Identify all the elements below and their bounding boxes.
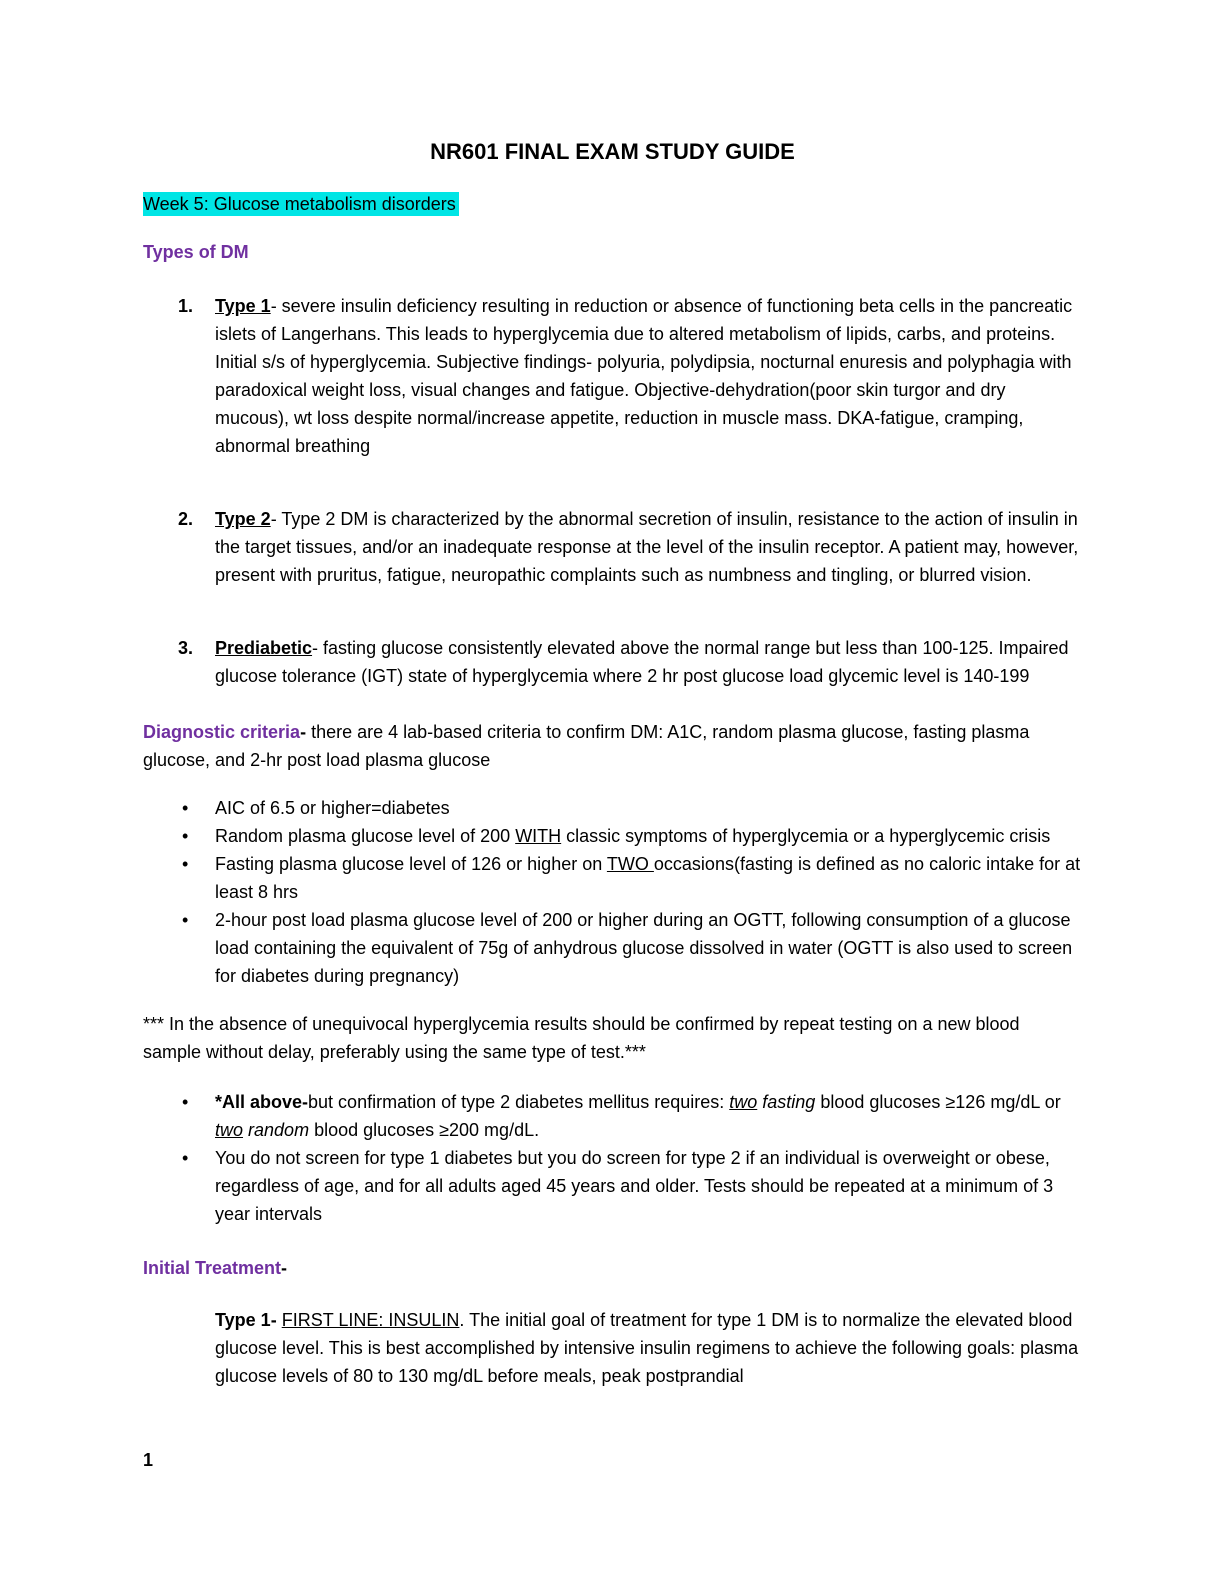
text-run: classic symptoms of hyperglycemia or a hyperglycemic crisis [561, 826, 1051, 846]
bullet-marker: • [182, 798, 189, 818]
document-title: NR601 FINAL EXAM STUDY GUIDE [430, 139, 795, 164]
week-heading-highlight: Week 5: Glucose metabolism disorders [143, 192, 459, 216]
diagnostic-criteria-dash: - [300, 722, 307, 742]
text-run: blood glucoses ≥200 mg/dL. [309, 1120, 540, 1140]
bullet-random-glucose-text [215, 822, 1082, 850]
bullet-random-glucose [182, 822, 1082, 850]
numbered-item-text [215, 634, 1082, 690]
bullet-marker: • [182, 1092, 189, 1112]
text-run: blood glucoses ≥126 mg/dL or [815, 1092, 1061, 1112]
list-number: 3. [178, 638, 194, 658]
bullet-a1c [182, 794, 1082, 822]
bullet-a1c-text: AIC of 6.5 or higher=diabetes [215, 798, 450, 818]
bullet-ogtt [182, 906, 1082, 990]
bullet-ogtt-text: 2-hour post load plasma glucose level of 200 or higher during an OGTT, following consumption of a glucose load containing the equivalent of 75g of anhydrous glucose dissolved in water (OGTT is also used to screen for diabetes during pregnancy) [215, 910, 1073, 986]
confirmation-bullet-list [143, 1088, 1082, 1228]
term-prediabetic: Prediabetic [215, 638, 313, 658]
initial-treatment-heading-text: Initial Treatment [143, 1258, 282, 1278]
text-run: . The initial goal of treatment for type 1 DM is to normalize the elevated blood glucose level. This is best accomplished by intensive insulin regimens to achieve the following goals: plasma glucose levels of 80 to 130 mg/dL before meals, peak postprandial [215, 1310, 1079, 1386]
text-run: occasions(fasting is defined as no caloric intake for at least 8 hrs [215, 854, 1081, 902]
initial-treatment-heading-dash: - [281, 1258, 288, 1278]
bullet-marker: • [182, 1148, 189, 1168]
text-run-underlined-italic: two [729, 1092, 758, 1112]
week-heading-line [143, 190, 1082, 218]
text-run-bold: *All above- [215, 1092, 309, 1112]
bullet-fasting-glucose-text [215, 850, 1082, 906]
text-run-underlined: FIRST LINE: INSULIN [281, 1310, 460, 1330]
text-run-underlined: WITH [515, 826, 562, 846]
bullet-marker: • [182, 826, 189, 846]
numbered-item-type1 [178, 292, 1082, 460]
bullet-all-above-text [215, 1088, 1082, 1144]
diagnostic-criteria-rest: there are 4 lab-based criteria to confirm DM: A1C, random plasma glucose, fasting plasma glucose, and 2-hr post load plasma glucose [143, 722, 1030, 770]
diagnostic-criteria-intro [143, 718, 1082, 774]
body-type1: - severe insulin deficiency resulting in reduction or absence of functioning beta cells in the pancreatic islets of Langerhans. This leads to hyperglycemia due to altered metabolism of lipids, carbs, and proteins. Initial s/s of hyperglycemia. Subjective findings- polyuria, polydipsia, nocturnal enuresis and polyphagia with paradoxical weight loss, visual changes and fatigue. Objective-dehydration(poor skin turgor and dry mucous), wt loss despite normal/increase appetite, reduction in muscle mass. DKA-fatigue, cramping, abnormal breathing [215, 296, 1073, 456]
text-run-italic: fasting [762, 1092, 816, 1112]
types-of-dm-heading: Types of DM [143, 242, 249, 262]
text-run-underlined-italic: two [215, 1120, 244, 1140]
bullet-marker: • [182, 910, 189, 930]
list-number: 2. [178, 509, 194, 529]
bullet-screening [182, 1144, 1082, 1228]
text-run-underlined: TWO [606, 854, 654, 874]
type1-treatment-paragraph [215, 1306, 1082, 1390]
text-run: but confirmation of type 2 diabetes mellitus requires: [308, 1092, 730, 1112]
bullet-all-above [182, 1088, 1082, 1144]
bullet-marker: • [182, 854, 189, 874]
term-type1: Type 1 [215, 296, 271, 316]
body-prediabetic: - fasting glucose consistently elevated above the normal range but less than 100-125. Impaired glucose tolerance (IGT) state of hyperglycemia where 2 hr post glucose load glycemic level is 140-199 [215, 638, 1069, 686]
initial-treatment-heading [143, 1254, 1082, 1282]
text-run: Random plasma glucose level of 200 [215, 826, 516, 846]
numbered-item-type2 [178, 505, 1082, 589]
confirmation-note: *** In the absence of unequivocal hyperglycemia results should be confirmed by repeat testing on a new blood sample without delay, preferably using the same type of test.*** [143, 1014, 1020, 1062]
numbered-item-prediabetic [178, 634, 1082, 690]
numbered-item-text [215, 292, 1082, 460]
text-run-bold: Type 1- [215, 1310, 277, 1330]
text-run: Fasting plasma glucose level of 126 or higher on [215, 854, 607, 874]
body-type2: - Type 2 DM is characterized by the abnormal secretion of insulin, resistance to the action of insulin in the target tissues, and/or an inadequate response at the level of the insulin receptor. A patient may, however, present with pruritus, fatigue, neuropathic complaints such as numbness and tingling, or blurred vision. [215, 509, 1079, 585]
page-number: 1 [143, 1450, 154, 1470]
list-number: 1. [178, 296, 194, 316]
bullet-screening-text: You do not screen for type 1 diabetes but you do screen for type 2 if an individual is overweight or obese, regardless of age, and for all adults aged 45 years and older. Tests should be repeated at a minimum of 3 year intervals [215, 1148, 1054, 1224]
diagnostic-criteria-lead: Diagnostic criteria [143, 722, 301, 742]
diagnostic-bullet-list [143, 794, 1082, 990]
term-type2: Type 2 [215, 509, 271, 529]
numbered-item-text [215, 505, 1082, 589]
bullet-fasting-glucose [182, 850, 1082, 906]
text-run-italic: random [248, 1120, 310, 1140]
